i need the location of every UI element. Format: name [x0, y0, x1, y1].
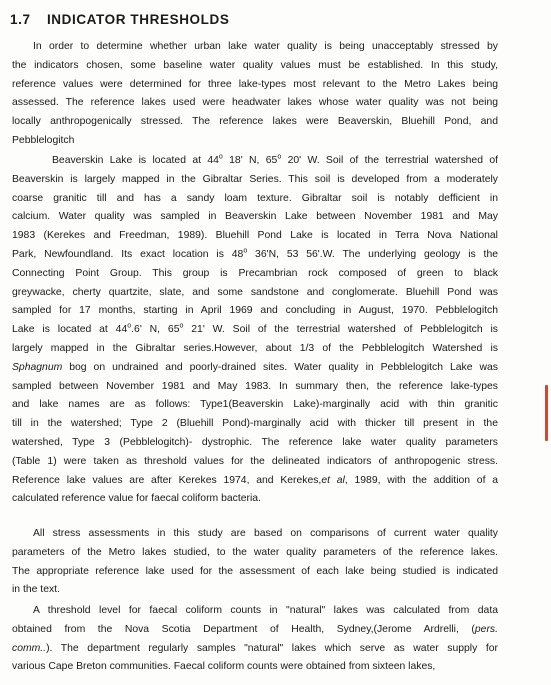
text-line: calculated reference value for faecal coliform bacteria.	[12, 493, 261, 505]
paragraph-reference-values	[12, 38, 498, 151]
text-line: calcium. Water quality was sampled in Beaverskin Lake between November 1981 and May	[12, 211, 498, 223]
text-line: in the text.	[12, 584, 60, 596]
text-line: various Cape Breton communities. Faecal coliform counts were obtained from sixteen lakes,	[12, 661, 436, 673]
text-line: assessed. The reference lakes used were headwater lakes whose water quality was not being	[12, 97, 498, 109]
text-line: reference values were determined for three lake-types most relevant to the Metro Lakes being	[12, 78, 498, 90]
text-line: A threshold level for faecal coliform counts in "natural" lakes was calculated from data	[33, 605, 498, 616]
text-line: Beaverskin is largely mapped in the Gibraltar Series. This soil is developed from a moderately	[12, 173, 498, 185]
text-line: obtained from the Nova Scotia Department of Health, Sydney,(Jerome Ardrelli, (pers.	[12, 623, 498, 635]
text-line: greywacke, cherty quartzite, slate, and some sandstone and conglomerate. Bluehill Pond was	[12, 286, 498, 298]
text-line: Park, Newfoundland. Its exact location is 48$^o$ 36'N, 53 56'.W. The underlying geology is the	[12, 247, 498, 260]
text-line: and lake names are as follows: Type1(Beaverskin Lake)-marginally acid with thin granitic	[12, 399, 498, 411]
paragraph-lake-descriptions	[12, 152, 498, 509]
text-line: parameters of the Metro lakes studied, to the water quality parameters of the reference lakes.	[12, 546, 498, 558]
section-heading	[10, 12, 229, 27]
text-line: till in the watershed; Type 2 (Bluehill Pond)-marginally acid with thicker till present in the	[12, 418, 498, 430]
text-line: The appropriate reference lake used for the assessment of each lake being studied is indicated	[12, 565, 498, 577]
text-line: Pebblelogitch	[12, 134, 75, 146]
text-line: All stress assessments in this study are based on comparisons of current water quality	[33, 528, 498, 539]
text-line: coarse granitic till and has a sandy loam texture. Gibraltar soil is notably defficient in	[12, 192, 498, 204]
text-line: Sphagnum bog on undrained and poorly-drained sites. Water quality in Pebblelogitch Lake was	[12, 361, 498, 373]
text-line: (Table 1) were taken as threshold values for the delineated indicators of anthropogenic stress.	[12, 455, 498, 467]
text-line: Lake is located at 44$^o$.6' N, 65$^o$ 21' W. Soil of the terrestrial watershed of Pebblelogitch is	[12, 322, 498, 336]
section-number: 1.7	[10, 12, 31, 27]
text-line: comm..). The department regularly samples "natural" lakes which serve as water supply for	[12, 642, 498, 654]
text-line: the indicators chosen, some baseline water quality values must be established. In this study,	[12, 59, 498, 71]
text-line: largely mapped in the Gibraltar series.However, about 1/3 of the Pebblelogitch Watershed is	[12, 342, 498, 354]
text-line: Beaverskin Lake is located at 44$^o$ 18' N, 65$^o$ 20' W. Soil of the terrestrial watershed of	[52, 153, 498, 166]
section-title: INDICATOR THRESHOLDS	[46, 12, 230, 27]
margin-mark	[545, 385, 548, 441]
paragraph-stress-assessments	[12, 525, 498, 600]
text-line: Reference lake values are after Kerekes 1974, and Kerekes,et al, 1989, with the addition of a	[12, 474, 498, 486]
text-line: Connecting Point Group. This group is Precambrian rock composed of green to black	[12, 267, 498, 279]
text-line: sampled between November 1981 and May 1983. In summary then, the reference lake-types	[12, 380, 498, 392]
text-line: watershed, Type 3 (Pebblelogitch)- dystrophic. The reference lake water quality parameters	[12, 436, 498, 448]
paragraph-faecal-coliform	[12, 602, 498, 677]
text-line: 1983 (Kerekes and Freedman, 1989). Bluehill Pond Lake is located in Terra Nova National	[12, 230, 498, 242]
text-line: In order to determine whether urban lake water quality is being unacceptably stressed by	[33, 41, 498, 52]
text-line: locally anthropogenically stressed. The reference lakes were Beaverskin, Bluehill Pond, and	[12, 116, 498, 128]
text-line: sampled for 17 months, starting in April 1969 and concluding in August, 1970. Pebblelogitch	[12, 305, 498, 317]
